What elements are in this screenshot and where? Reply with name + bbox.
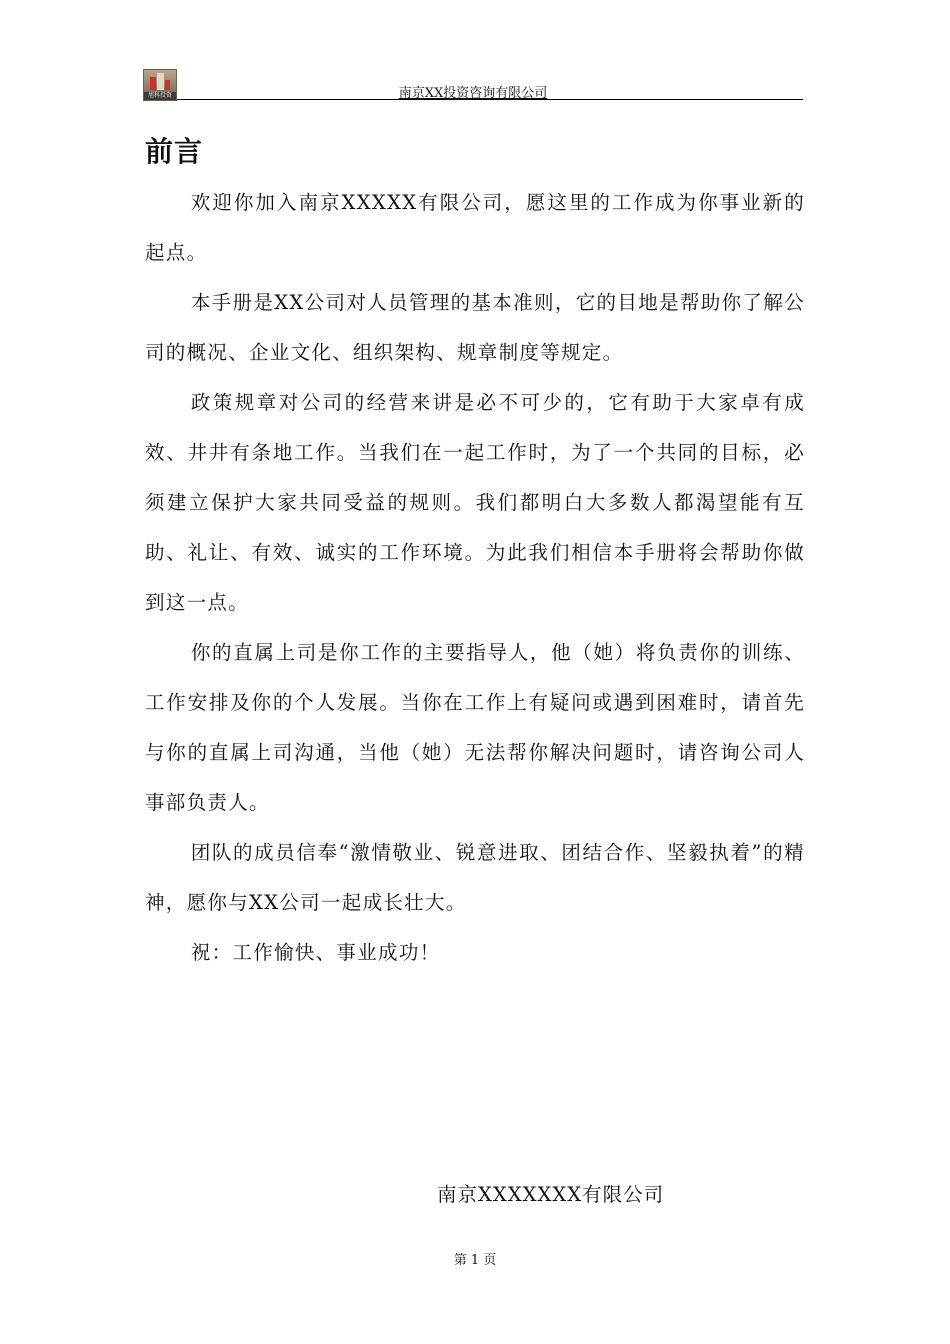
logo-text: 旭科投资 [144, 92, 176, 100]
paragraph-policy: 政策规章对公司的经营来讲是必不可少的，它有助于大家卓有成效、井井有条地工作。当我们在一起工作时，为了一个共同的目标，必须建立保护大家共同受益的规则。我们都明白大多数人都渴望能有互助、礼让、有效、诚实的工作环境。为此我们相信本手册将会帮助你做到这一点。 [145, 391, 805, 614]
body-text [145, 178, 805, 978]
page-title: 前言 [145, 135, 204, 168]
page-header [143, 68, 803, 102]
page-number: 第 1 页 [453, 1253, 497, 1268]
paragraph-welcome: 欢迎你加入南京XXXXX有限公司，愿这里的工作成为你事业新的起点。 [145, 191, 805, 264]
paragraph-supervisor: 你的直属上司是你工作的主要指导人，他（她）将负责你的训练、工作安排及你的个人发展。当你在工作上有疑问或遇到困难时，请首先与你的直属上司沟通，当他（她）无法帮你解决问题时，请咨询公司人事部负责人。 [145, 641, 805, 814]
paragraph-wishes: 祝：工作愉快、事业成功！ [190, 941, 441, 964]
closing-signature: 南京XXXXXXX有限公司 [437, 1183, 665, 1206]
paragraph-purpose: 本手册是XX公司对人员管理的基本准则，它的目地是帮助你了解公司的概况、企业文化、组织架构、规章制度等规定。 [145, 291, 805, 364]
header-company-name: 南京XX投资咨询有限公司 [398, 86, 548, 101]
paragraph-team-spirit: 团队的成员信奉“激情敬业、锐意进取、团结合作、坚毅执着”的精神，愿你与XX公司一起成长壮大。 [145, 841, 805, 914]
